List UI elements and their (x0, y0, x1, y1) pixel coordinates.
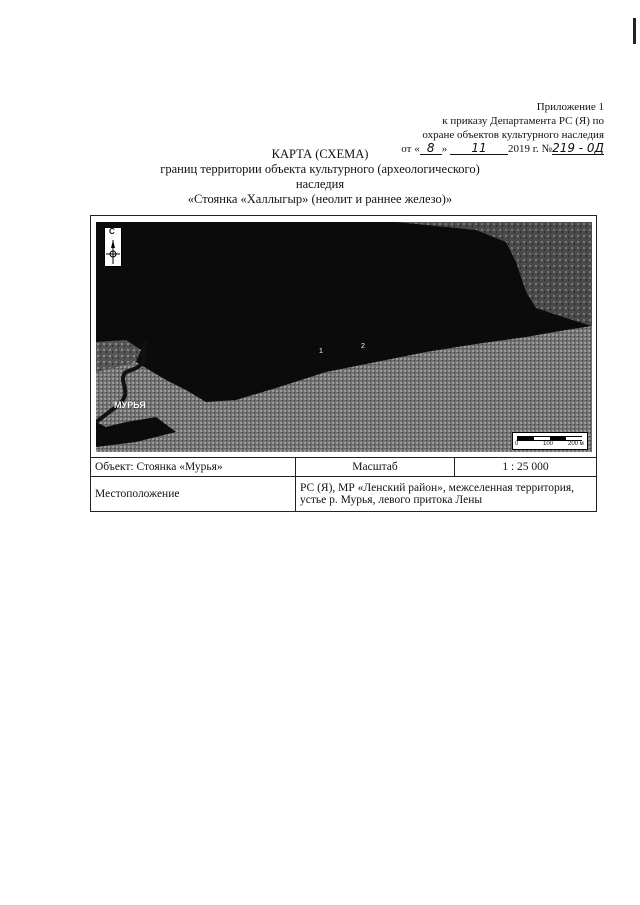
location-label-cell: Местоположение (91, 477, 296, 512)
appendix-line-2: к приказу Департамента РС (Я) по (442, 115, 604, 127)
map-terrain (96, 222, 592, 452)
title-line-3: наследия (295, 177, 345, 191)
scale-segment (518, 437, 534, 440)
northeast-bank (396, 222, 592, 326)
title-line-1: КАРТА (СХЕМА) (271, 147, 369, 161)
edge-scan-mark (633, 18, 636, 44)
info-table (90, 457, 597, 512)
north-arrow (104, 227, 122, 267)
order-number: 219 - 0Д (552, 141, 604, 155)
scale-label-cell: Масштаб (296, 458, 455, 477)
date-mid: » (441, 143, 448, 155)
location-value-cell: РС (Я), МР «Ленский район», межселенная территория, устье р. Мурья, левого притока Лены (296, 477, 597, 512)
scale-segment (550, 437, 566, 440)
map-point-2: 2 (361, 343, 365, 350)
scale-bar (512, 432, 588, 450)
compass-icon (105, 228, 121, 266)
north-label: С (109, 227, 115, 236)
date-prefix: от « (401, 143, 420, 155)
object-cell: Объект: Стоянка «Мурья» (91, 458, 296, 477)
info-row-location (91, 477, 597, 512)
map-point-1: 1 (319, 348, 323, 355)
appendix-line-1: Приложение 1 (536, 101, 604, 113)
appendix-line-3: охране объектов культурного наследия (422, 129, 604, 141)
scale-tick-0: 0 (515, 441, 519, 447)
title-line-4: «Стоянка «Халлыгыр» (неолит и раннее железо)» (187, 192, 453, 206)
scale-value-cell: 1 : 25 000 (455, 458, 597, 477)
date-year: 2019 г. № (507, 143, 552, 155)
title-line-2: границ территории объекта культурного (археологического) (160, 162, 480, 176)
scale-tick-100: 100 (543, 441, 554, 447)
date-month: 11 (450, 142, 508, 155)
info-row-object (91, 458, 597, 477)
satellite-map (96, 222, 592, 452)
river-label: МУРЬЯ (114, 400, 146, 410)
document-title (0, 147, 640, 207)
scale-tick-200: 200 м (568, 441, 584, 447)
date-day: 8 (420, 142, 442, 155)
